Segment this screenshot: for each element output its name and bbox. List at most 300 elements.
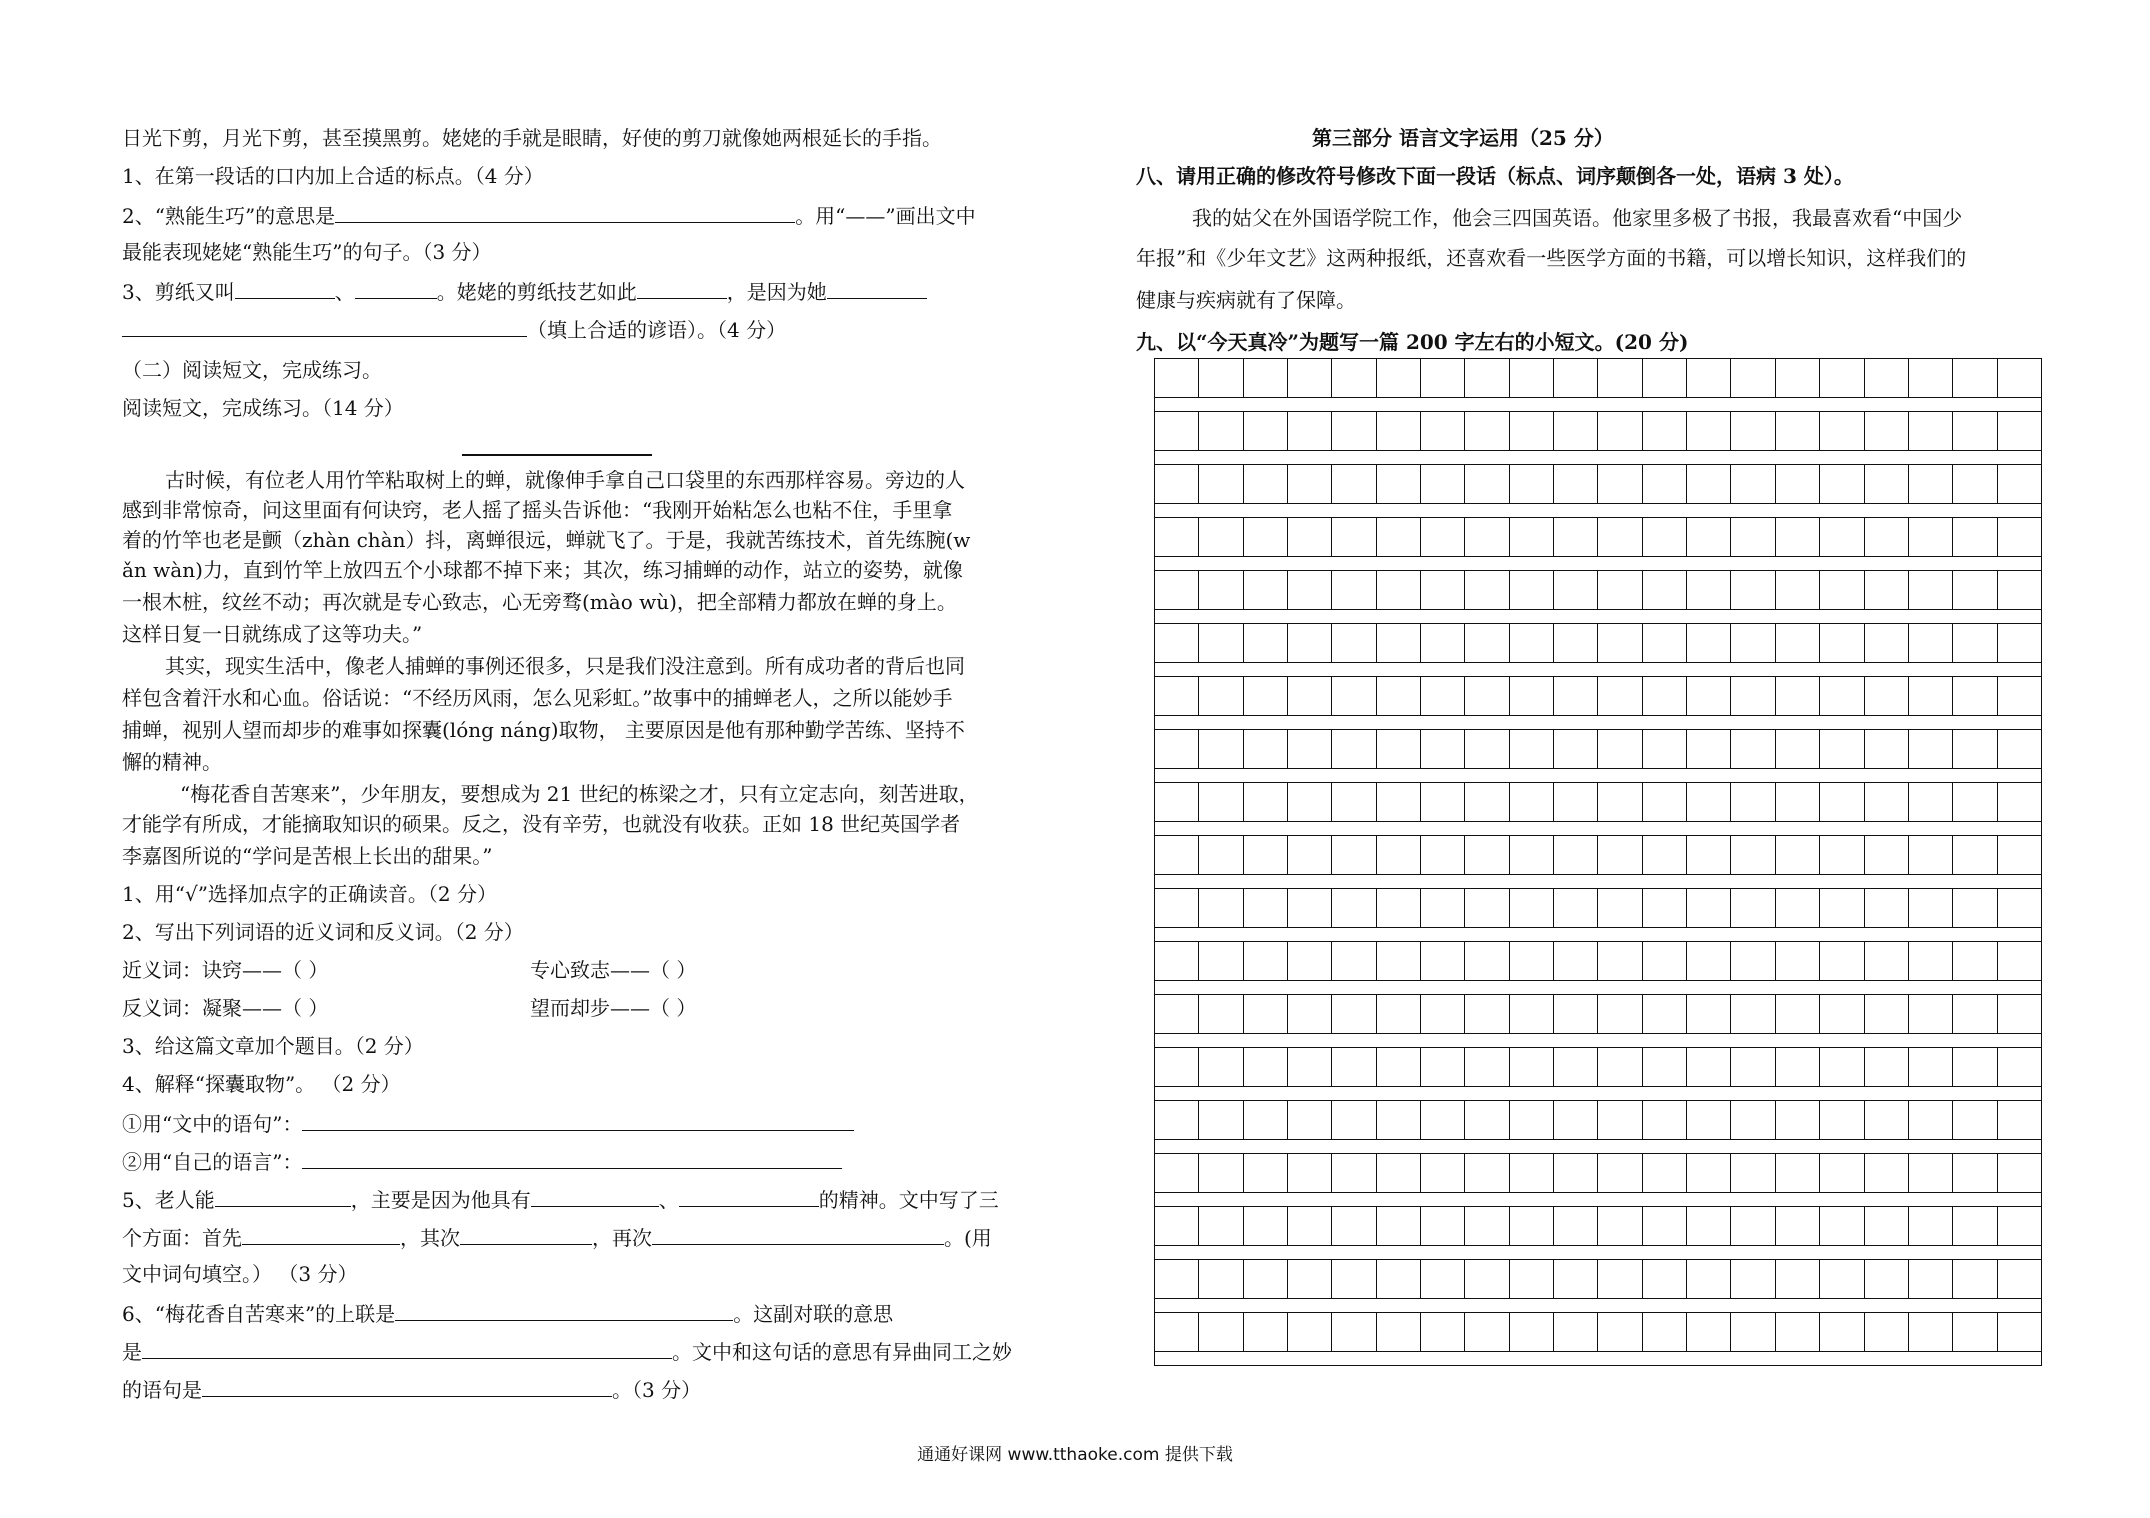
grid-cell[interactable] xyxy=(1510,889,1554,927)
answer-blank[interactable] xyxy=(679,1184,819,1207)
grid-cell[interactable] xyxy=(1865,571,1909,609)
grid-cell[interactable] xyxy=(1244,571,1288,609)
grid-cell[interactable] xyxy=(1865,783,1909,821)
grid-cell[interactable] xyxy=(1465,571,1509,609)
grid-cell[interactable] xyxy=(1377,1101,1421,1139)
grid-cell[interactable] xyxy=(1687,677,1731,715)
grid-cell[interactable] xyxy=(1377,518,1421,556)
grid-cell[interactable] xyxy=(1687,836,1731,874)
grid-cell[interactable] xyxy=(1865,518,1909,556)
grid-cell[interactable] xyxy=(1465,624,1509,662)
grid-cell[interactable] xyxy=(1643,730,1687,768)
grid-cell[interactable] xyxy=(1598,1154,1642,1192)
grid-cell[interactable] xyxy=(1155,995,1199,1033)
grid-cell[interactable] xyxy=(1465,1048,1509,1086)
answer-blank[interactable] xyxy=(637,276,727,299)
grid-cell[interactable] xyxy=(1199,1313,1243,1351)
grid-cell[interactable] xyxy=(1554,677,1598,715)
grid-cell[interactable] xyxy=(1554,1154,1598,1192)
grid-cell[interactable] xyxy=(1465,942,1509,980)
grid-cell[interactable] xyxy=(1643,359,1687,397)
grid-cell[interactable] xyxy=(1820,1154,1864,1192)
grid-cell[interactable] xyxy=(1155,1154,1199,1192)
grid-cell[interactable] xyxy=(1421,518,1465,556)
grid-cell[interactable] xyxy=(1155,1048,1199,1086)
grid-cell[interactable] xyxy=(1465,359,1509,397)
grid-cell[interactable] xyxy=(1465,412,1509,450)
grid-cell[interactable] xyxy=(1199,836,1243,874)
grid-cell[interactable] xyxy=(1332,571,1376,609)
grid-cell[interactable] xyxy=(1953,942,1997,980)
grid-cell[interactable] xyxy=(1421,836,1465,874)
grid-cell[interactable] xyxy=(1643,465,1687,503)
grid-cell[interactable] xyxy=(1421,889,1465,927)
grid-cell[interactable] xyxy=(1820,518,1864,556)
grid-cell[interactable] xyxy=(1332,730,1376,768)
grid-cell[interactable] xyxy=(1332,359,1376,397)
grid-cell[interactable] xyxy=(1377,359,1421,397)
grid-cell[interactable] xyxy=(1776,783,1820,821)
grid-cell[interactable] xyxy=(1865,1207,1909,1245)
grid-cell[interactable] xyxy=(1643,1313,1687,1351)
grid-cell[interactable] xyxy=(1155,412,1199,450)
grid-cell[interactable] xyxy=(1953,995,1997,1033)
grid-cell[interactable] xyxy=(1820,836,1864,874)
grid-cell[interactable] xyxy=(1731,677,1775,715)
grid-cell[interactable] xyxy=(1998,995,2041,1033)
grid-cell[interactable] xyxy=(1731,995,1775,1033)
grid-cell[interactable] xyxy=(1554,1313,1598,1351)
answer-blank[interactable] xyxy=(531,1184,659,1207)
grid-cell[interactable] xyxy=(1909,677,1953,715)
grid-cell[interactable] xyxy=(1776,1048,1820,1086)
grid-cell[interactable] xyxy=(1865,1260,1909,1298)
grid-cell[interactable] xyxy=(1377,571,1421,609)
grid-cell[interactable] xyxy=(1953,1260,1997,1298)
grid-cell[interactable] xyxy=(1377,465,1421,503)
grid-cell[interactable] xyxy=(1909,1048,1953,1086)
grid-cell[interactable] xyxy=(1643,1101,1687,1139)
grid-cell[interactable] xyxy=(1820,1101,1864,1139)
grid-cell[interactable] xyxy=(1288,836,1332,874)
grid-cell[interactable] xyxy=(1953,889,1997,927)
grid-cell[interactable] xyxy=(1244,1260,1288,1298)
answer-blank[interactable] xyxy=(235,276,335,299)
grid-cell[interactable] xyxy=(1643,1207,1687,1245)
grid-cell[interactable] xyxy=(1244,995,1288,1033)
grid-cell[interactable] xyxy=(1244,465,1288,503)
grid-cell[interactable] xyxy=(1776,942,1820,980)
grid-cell[interactable] xyxy=(1510,465,1554,503)
grid-cell[interactable] xyxy=(1421,412,1465,450)
grid-cell[interactable] xyxy=(1377,624,1421,662)
answer-blank[interactable] xyxy=(202,1374,612,1397)
grid-cell[interactable] xyxy=(1288,889,1332,927)
grid-cell[interactable] xyxy=(1820,730,1864,768)
grid-cell[interactable] xyxy=(1687,995,1731,1033)
grid-cell[interactable] xyxy=(1421,942,1465,980)
grid-cell[interactable] xyxy=(1199,1048,1243,1086)
grid-cell[interactable] xyxy=(1643,518,1687,556)
grid-cell[interactable] xyxy=(1731,942,1775,980)
grid-cell[interactable] xyxy=(1244,783,1288,821)
grid-cell[interactable] xyxy=(1421,1048,1465,1086)
grid-cell[interactable] xyxy=(1687,889,1731,927)
grid-cell[interactable] xyxy=(1199,571,1243,609)
grid-cell[interactable] xyxy=(1909,783,1953,821)
grid-cell[interactable] xyxy=(1554,1101,1598,1139)
grid-cell[interactable] xyxy=(1731,1101,1775,1139)
grid-cell[interactable] xyxy=(1244,1048,1288,1086)
grid-cell[interactable] xyxy=(1953,1313,1997,1351)
grid-cell[interactable] xyxy=(1776,1260,1820,1298)
grid-cell[interactable] xyxy=(1598,359,1642,397)
grid-cell[interactable] xyxy=(1332,518,1376,556)
grid-cell[interactable] xyxy=(1244,412,1288,450)
grid-cell[interactable] xyxy=(1199,465,1243,503)
answer-blank[interactable] xyxy=(302,1146,842,1169)
grid-cell[interactable] xyxy=(1377,942,1421,980)
grid-cell[interactable] xyxy=(1510,1313,1554,1351)
grid-cell[interactable] xyxy=(1731,836,1775,874)
grid-cell[interactable] xyxy=(1731,1048,1775,1086)
grid-cell[interactable] xyxy=(1554,1260,1598,1298)
grid-cell[interactable] xyxy=(1554,942,1598,980)
grid-cell[interactable] xyxy=(1421,359,1465,397)
grid-cell[interactable] xyxy=(1820,465,1864,503)
grid-cell[interactable] xyxy=(1465,1207,1509,1245)
grid-cell[interactable] xyxy=(1643,942,1687,980)
grid-cell[interactable] xyxy=(1199,624,1243,662)
grid-cell[interactable] xyxy=(1865,942,1909,980)
grid-cell[interactable] xyxy=(1598,412,1642,450)
grid-cell[interactable] xyxy=(1776,1313,1820,1351)
answer-blank[interactable] xyxy=(302,1108,854,1131)
grid-cell[interactable] xyxy=(1865,730,1909,768)
grid-cell[interactable] xyxy=(1244,518,1288,556)
grid-cell[interactable] xyxy=(1598,730,1642,768)
grid-cell[interactable] xyxy=(1510,1207,1554,1245)
grid-cell[interactable] xyxy=(1244,889,1288,927)
grid-cell[interactable] xyxy=(1554,624,1598,662)
grid-cell[interactable] xyxy=(1244,730,1288,768)
grid-cell[interactable] xyxy=(1554,783,1598,821)
grid-cell[interactable] xyxy=(1687,942,1731,980)
grid-cell[interactable] xyxy=(1554,518,1598,556)
grid-cell[interactable] xyxy=(1865,1313,1909,1351)
grid-cell[interactable] xyxy=(1332,783,1376,821)
grid-cell[interactable] xyxy=(1332,1207,1376,1245)
answer-blank[interactable] xyxy=(242,1222,400,1245)
grid-cell[interactable] xyxy=(1288,518,1332,556)
grid-cell[interactable] xyxy=(1554,1207,1598,1245)
grid-cell[interactable] xyxy=(1820,889,1864,927)
grid-cell[interactable] xyxy=(1776,677,1820,715)
grid-cell[interactable] xyxy=(1288,942,1332,980)
grid-cell[interactable] xyxy=(1155,624,1199,662)
grid-cell[interactable] xyxy=(1998,942,2041,980)
grid-cell[interactable] xyxy=(1820,677,1864,715)
grid-cell[interactable] xyxy=(1998,571,2041,609)
grid-cell[interactable] xyxy=(1998,359,2041,397)
grid-cell[interactable] xyxy=(1554,836,1598,874)
grid-cell[interactable] xyxy=(1244,1207,1288,1245)
grid-cell[interactable] xyxy=(1510,518,1554,556)
grid-cell[interactable] xyxy=(1288,465,1332,503)
grid-cell[interactable] xyxy=(1554,995,1598,1033)
grid-cell[interactable] xyxy=(1288,571,1332,609)
grid-cell[interactable] xyxy=(1510,359,1554,397)
grid-cell[interactable] xyxy=(1598,1101,1642,1139)
grid-cell[interactable] xyxy=(1865,1101,1909,1139)
grid-cell[interactable] xyxy=(1465,1154,1509,1192)
grid-cell[interactable] xyxy=(1776,1101,1820,1139)
grid-cell[interactable] xyxy=(1510,730,1554,768)
grid-cell[interactable] xyxy=(1731,1207,1775,1245)
grid-cell[interactable] xyxy=(1909,465,1953,503)
grid-cell[interactable] xyxy=(1554,412,1598,450)
answer-blank[interactable] xyxy=(395,1298,733,1321)
grid-cell[interactable] xyxy=(1332,412,1376,450)
grid-cell[interactable] xyxy=(1377,412,1421,450)
grid-cell[interactable] xyxy=(1687,412,1731,450)
grid-cell[interactable] xyxy=(1288,1154,1332,1192)
answer-blank[interactable] xyxy=(355,276,437,299)
grid-cell[interactable] xyxy=(1687,359,1731,397)
grid-cell[interactable] xyxy=(1643,1048,1687,1086)
grid-cell[interactable] xyxy=(1643,889,1687,927)
grid-cell[interactable] xyxy=(1643,1154,1687,1192)
answer-blank[interactable] xyxy=(827,276,927,299)
grid-cell[interactable] xyxy=(1820,995,1864,1033)
grid-cell[interactable] xyxy=(1820,624,1864,662)
grid-cell[interactable] xyxy=(1377,1048,1421,1086)
grid-cell[interactable] xyxy=(1377,995,1421,1033)
grid-cell[interactable] xyxy=(1909,1101,1953,1139)
grid-cell[interactable] xyxy=(1953,359,1997,397)
grid-cell[interactable] xyxy=(1731,1313,1775,1351)
grid-cell[interactable] xyxy=(1953,677,1997,715)
grid-cell[interactable] xyxy=(1909,889,1953,927)
grid-cell[interactable] xyxy=(1377,1207,1421,1245)
grid-cell[interactable] xyxy=(1687,1207,1731,1245)
grid-cell[interactable] xyxy=(1332,1154,1376,1192)
grid-cell[interactable] xyxy=(1909,730,1953,768)
grid-cell[interactable] xyxy=(1687,465,1731,503)
grid-cell[interactable] xyxy=(1998,518,2041,556)
grid-cell[interactable] xyxy=(1421,1101,1465,1139)
grid-cell[interactable] xyxy=(1776,465,1820,503)
grid-cell[interactable] xyxy=(1953,465,1997,503)
grid-cell[interactable] xyxy=(1953,1048,1997,1086)
grid-cell[interactable] xyxy=(1510,1154,1554,1192)
grid-cell[interactable] xyxy=(1953,783,1997,821)
grid-cell[interactable] xyxy=(1199,1207,1243,1245)
grid-cell[interactable] xyxy=(1598,889,1642,927)
grid-cell[interactable] xyxy=(1598,836,1642,874)
grid-cell[interactable] xyxy=(1953,836,1997,874)
grid-cell[interactable] xyxy=(1731,624,1775,662)
grid-cell[interactable] xyxy=(1510,412,1554,450)
grid-cell[interactable] xyxy=(1244,359,1288,397)
grid-cell[interactable] xyxy=(1199,995,1243,1033)
grid-cell[interactable] xyxy=(1865,465,1909,503)
grid-cell[interactable] xyxy=(1643,836,1687,874)
grid-cell[interactable] xyxy=(1643,624,1687,662)
grid-cell[interactable] xyxy=(1687,1048,1731,1086)
grid-cell[interactable] xyxy=(1776,995,1820,1033)
grid-cell[interactable] xyxy=(1244,942,1288,980)
grid-cell[interactable] xyxy=(1820,1207,1864,1245)
grid-cell[interactable] xyxy=(1465,889,1509,927)
grid-cell[interactable] xyxy=(1598,783,1642,821)
grid-cell[interactable] xyxy=(1465,783,1509,821)
grid-cell[interactable] xyxy=(1288,995,1332,1033)
grid-cell[interactable] xyxy=(1776,1154,1820,1192)
grid-cell[interactable] xyxy=(1687,624,1731,662)
grid-cell[interactable] xyxy=(1909,624,1953,662)
grid-cell[interactable] xyxy=(1465,1313,1509,1351)
grid-cell[interactable] xyxy=(1687,783,1731,821)
grid-cell[interactable] xyxy=(1865,359,1909,397)
grid-cell[interactable] xyxy=(1643,1260,1687,1298)
grid-cell[interactable] xyxy=(1244,1154,1288,1192)
grid-cell[interactable] xyxy=(1820,783,1864,821)
grid-cell[interactable] xyxy=(1820,1260,1864,1298)
grid-cell[interactable] xyxy=(1687,571,1731,609)
grid-cell[interactable] xyxy=(1155,518,1199,556)
grid-cell[interactable] xyxy=(1909,1260,1953,1298)
grid-cell[interactable] xyxy=(1909,518,1953,556)
grid-cell[interactable] xyxy=(1510,995,1554,1033)
grid-cell[interactable] xyxy=(1731,412,1775,450)
grid-cell[interactable] xyxy=(1687,1101,1731,1139)
grid-cell[interactable] xyxy=(1909,836,1953,874)
grid-cell[interactable] xyxy=(1909,359,1953,397)
grid-cell[interactable] xyxy=(1998,1048,2041,1086)
grid-cell[interactable] xyxy=(1687,1313,1731,1351)
grid-cell[interactable] xyxy=(1332,836,1376,874)
grid-cell[interactable] xyxy=(1865,1154,1909,1192)
grid-cell[interactable] xyxy=(1332,1101,1376,1139)
grid-cell[interactable] xyxy=(1155,942,1199,980)
grid-cell[interactable] xyxy=(1865,889,1909,927)
grid-cell[interactable] xyxy=(1731,783,1775,821)
grid-cell[interactable] xyxy=(1998,1207,2041,1245)
grid-cell[interactable] xyxy=(1865,677,1909,715)
grid-cell[interactable] xyxy=(1510,677,1554,715)
grid-cell[interactable] xyxy=(1953,518,1997,556)
grid-cell[interactable] xyxy=(1155,730,1199,768)
grid-cell[interactable] xyxy=(1465,1260,1509,1298)
grid-cell[interactable] xyxy=(1820,942,1864,980)
grid-cell[interactable] xyxy=(1199,730,1243,768)
grid-cell[interactable] xyxy=(1554,1048,1598,1086)
answer-blank[interactable] xyxy=(122,314,527,337)
grid-cell[interactable] xyxy=(1731,518,1775,556)
grid-cell[interactable] xyxy=(1909,995,1953,1033)
grid-cell[interactable] xyxy=(1598,995,1642,1033)
grid-cell[interactable] xyxy=(1554,465,1598,503)
grid-cell[interactable] xyxy=(1332,465,1376,503)
grid-cell[interactable] xyxy=(1421,730,1465,768)
grid-cell[interactable] xyxy=(1288,783,1332,821)
grid-cell[interactable] xyxy=(1820,571,1864,609)
grid-cell[interactable] xyxy=(1731,1260,1775,1298)
grid-cell[interactable] xyxy=(1820,359,1864,397)
grid-cell[interactable] xyxy=(1288,1101,1332,1139)
grid-cell[interactable] xyxy=(1510,1260,1554,1298)
grid-cell[interactable] xyxy=(1731,571,1775,609)
grid-cell[interactable] xyxy=(1776,571,1820,609)
grid-cell[interactable] xyxy=(1776,624,1820,662)
grid-cell[interactable] xyxy=(1377,836,1421,874)
answer-blank[interactable] xyxy=(652,1222,944,1245)
grid-cell[interactable] xyxy=(1909,412,1953,450)
grid-cell[interactable] xyxy=(1598,1313,1642,1351)
grid-cell[interactable] xyxy=(1953,1207,1997,1245)
grid-cell[interactable] xyxy=(1288,730,1332,768)
grid-cell[interactable] xyxy=(1465,518,1509,556)
grid-cell[interactable] xyxy=(1998,412,2041,450)
answer-blank[interactable] xyxy=(460,1222,592,1245)
grid-cell[interactable] xyxy=(1776,1207,1820,1245)
grid-cell[interactable] xyxy=(1731,465,1775,503)
grid-cell[interactable] xyxy=(1998,1313,2041,1351)
grid-cell[interactable] xyxy=(1155,783,1199,821)
grid-cell[interactable] xyxy=(1155,1313,1199,1351)
grid-cell[interactable] xyxy=(1421,571,1465,609)
grid-cell[interactable] xyxy=(1465,730,1509,768)
grid-cell[interactable] xyxy=(1643,571,1687,609)
grid-cell[interactable] xyxy=(1776,359,1820,397)
grid-cell[interactable] xyxy=(1865,1048,1909,1086)
grid-cell[interactable] xyxy=(1377,889,1421,927)
grid-cell[interactable] xyxy=(1377,1154,1421,1192)
grid-cell[interactable] xyxy=(1820,412,1864,450)
grid-cell[interactable] xyxy=(1510,836,1554,874)
grid-cell[interactable] xyxy=(1909,942,1953,980)
grid-cell[interactable] xyxy=(1598,1207,1642,1245)
grid-cell[interactable] xyxy=(1731,1154,1775,1192)
grid-cell[interactable] xyxy=(1687,1154,1731,1192)
grid-cell[interactable] xyxy=(1332,1048,1376,1086)
grid-cell[interactable] xyxy=(1465,836,1509,874)
grid-cell[interactable] xyxy=(1421,995,1465,1033)
grid-cell[interactable] xyxy=(1953,1101,1997,1139)
grid-cell[interactable] xyxy=(1776,412,1820,450)
grid-cell[interactable] xyxy=(1510,624,1554,662)
grid-cell[interactable] xyxy=(1731,889,1775,927)
grid-cell[interactable] xyxy=(1155,359,1199,397)
grid-cell[interactable] xyxy=(1332,995,1376,1033)
grid-cell[interactable] xyxy=(1865,995,1909,1033)
grid-cell[interactable] xyxy=(1155,889,1199,927)
grid-cell[interactable] xyxy=(1865,836,1909,874)
grid-cell[interactable] xyxy=(1421,465,1465,503)
grid-cell[interactable] xyxy=(1510,1101,1554,1139)
grid-cell[interactable] xyxy=(1776,889,1820,927)
grid-cell[interactable] xyxy=(1421,1154,1465,1192)
grid-cell[interactable] xyxy=(1909,571,1953,609)
grid-cell[interactable] xyxy=(1288,1313,1332,1351)
grid-cell[interactable] xyxy=(1953,624,1997,662)
grid-cell[interactable] xyxy=(1865,412,1909,450)
grid-cell[interactable] xyxy=(1598,942,1642,980)
grid-cell[interactable] xyxy=(1199,942,1243,980)
grid-cell[interactable] xyxy=(1776,518,1820,556)
grid-cell[interactable] xyxy=(1998,1260,2041,1298)
